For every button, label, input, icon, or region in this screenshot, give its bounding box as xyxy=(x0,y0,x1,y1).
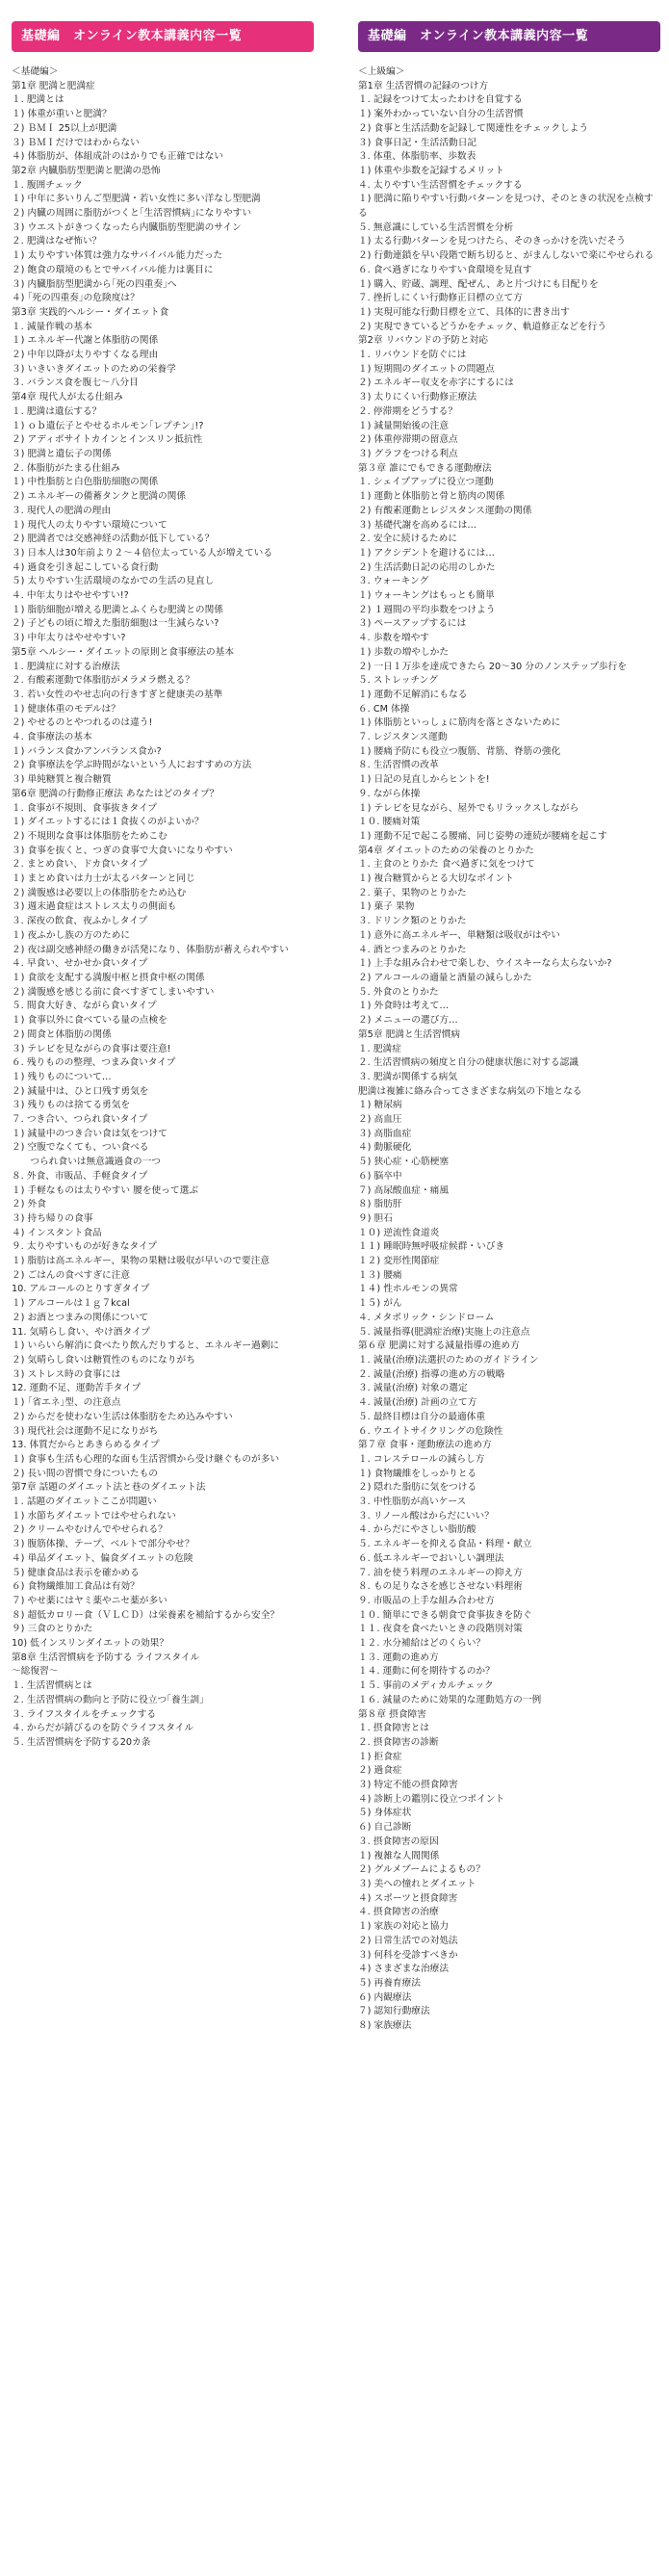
contents-line: ２) 有酸素運動とレジスタンス運動の関係 xyxy=(358,505,532,516)
contents-line: １) 脂肪細胞が増える肥満とふくらむ肥満との関係 xyxy=(12,604,223,615)
contents-line: ２) 日常生活での対処法 xyxy=(358,1935,458,1946)
contents-line: １) 手軽なものは太りやすい 腰を使って選ぶ xyxy=(12,1184,198,1196)
contents-line: ２. 有酸素運動で体脂肪がメラメラ燃える？ xyxy=(12,675,194,687)
contents-line: １) ウォーキングはもっとも簡単 xyxy=(358,590,495,602)
contents-line: ２. 肥満はなぜ怖い？ xyxy=(12,236,102,247)
contents-line: ２) からだを使わない生活は体脂肪をため込みやすい xyxy=(12,1411,233,1422)
contents-line: ３) 腹筋体操、テープ、ベルトで部分やせ？ xyxy=(12,1539,194,1550)
contents-line: ４) スポーツと摂食障害 xyxy=(358,1892,458,1904)
contents-line: ８. 生活習慣の改革 xyxy=(358,760,439,771)
contents-line: １) 糖尿病 xyxy=(358,1100,402,1111)
contents-line: ２) 実現できているどうかをチェック、軌道修正などを行う xyxy=(358,321,607,332)
contents-line: ４. 食事療法の基本 xyxy=(12,732,92,743)
contents-line: １) 食事以外に食べている量の点検を xyxy=(12,1015,167,1027)
contents-line: １. シェイプアップに役立つ運動 xyxy=(358,477,494,488)
contents-line: ６. CM 体操 xyxy=(358,703,410,715)
contents-line: ２. まとめ食い、ドカ食いタイプ xyxy=(12,859,148,871)
contents-line: ５. 減量指導(肥満症治療)実施上の注意点 xyxy=(358,1326,530,1338)
contents-line: １１. 夜食を食べたいときの段階別対策 xyxy=(358,1624,523,1635)
contents-line: ５. 生活習慣病を予防する20カ条 xyxy=(12,1736,151,1748)
contents-line: １) 日記の見直しからヒントを! xyxy=(358,774,490,786)
contents-line: １) 体脂肪といっしょに筋肉を落とさないために xyxy=(358,717,561,729)
contents-line: 肥満は複雑に絡み合ってさまざまな病気の下地となる xyxy=(358,1085,582,1097)
contents-line: ３) ウエストがきつくなったら内臓脂肪型肥満のサイン xyxy=(12,221,242,233)
contents-line: １) 複合糖質からとる大切なポイント xyxy=(358,873,514,885)
contents-line: 第８章 摂食障害 xyxy=(358,1708,426,1720)
contents-line: ３) 残りものは捨てる勇気を xyxy=(12,1100,131,1111)
contents-line: １. 記録をつけて太ったわけを自覚する xyxy=(358,94,523,106)
contents-line: ２. 減量(治療) 指導の進め方の戦略 xyxy=(358,1368,505,1380)
contents-line: １) 実現可能な行動目標を立て、具体的に書き出す xyxy=(358,306,570,318)
contents-line: ２) 肥満者では交感神経の活動が低下している？ xyxy=(12,533,215,545)
contents-line: ４. 中年太りはやせやすい!? xyxy=(12,590,129,602)
contents-line: ２) 生活活動日記の応用のしかた xyxy=(358,561,496,573)
contents-line: ３) ペースアップするには xyxy=(358,618,467,630)
contents-line: １５. 事前のメディカルチェック xyxy=(358,1680,494,1692)
contents-line: ８) 超低カロリー食（ＶＬＣＤ）は栄養素を補給するから安全？ xyxy=(12,1609,280,1621)
contents-line: ９. 太りやすいものが好きなタイプ xyxy=(12,1241,157,1253)
contents-line: つられ食いは無意識過食の一つ xyxy=(12,1157,161,1168)
left-contents-list xyxy=(12,65,314,1751)
contents-line: ５. 外食のとりかた xyxy=(358,986,439,998)
contents-line: １) 外食時は考えて… xyxy=(358,1001,450,1012)
contents-line: ２) 満腹感を感じる前に食べすぎてしまいやすい xyxy=(12,986,215,998)
contents-line: ７. つき合い、つられ食いタイプ xyxy=(12,1114,148,1126)
contents-line: １) 太りやすい体質は強力なサバイバル能力だった xyxy=(12,250,223,262)
contents-line: 第３章 誰にでもできる運動療法 xyxy=(358,462,492,474)
contents-line: １) 肥満に陥りやすい行動パターンを見つけ、そのときの状況を点検する xyxy=(358,194,654,220)
contents-line: ３. 現代人の肥満の理由 xyxy=(12,505,112,516)
left-banner-title: 基礎編 オンライン教本講義内容一覧 xyxy=(12,21,314,52)
contents-line: １) エネルギー代謝と体脂肪の関係 xyxy=(12,335,159,347)
contents-line: ２) 満腹感は必要以上の体脂肪をため込む xyxy=(12,887,187,898)
contents-line: ２) アルコールの適量と酒量の減らしかた xyxy=(358,973,532,983)
contents-line: １. 肥満とは xyxy=(12,94,64,106)
contents-line: １) 体重や歩数を記録するメリット xyxy=(358,165,504,176)
contents-line: ３) 持ち帰りの食事 xyxy=(12,1212,93,1224)
contents-line: ５. 無意識にしている生活習慣を分析 xyxy=(358,221,514,233)
contents-line: ２. 体脂肪がたまる仕組み xyxy=(12,462,120,474)
contents-line: ３. リノール酸はからだにいい？ xyxy=(358,1510,494,1522)
contents-line: １５) がん xyxy=(358,1298,402,1310)
contents-line: １. 食事が不規則、食事抜きタイプ xyxy=(12,802,157,814)
contents-line: １. コレステロールの減らし方 xyxy=(358,1453,485,1465)
contents-line: １) 腰痛予防にも役立つ腹筋、背筋、脊筋の強化 xyxy=(358,745,561,757)
contents-line: １) 運動と体脂肪と骨と筋肉の関係 xyxy=(358,491,505,503)
contents-line: １) 複雑な人間関係 xyxy=(358,1850,440,1861)
contents-line: ２) やせるのとやつれるのは違う! xyxy=(12,717,153,729)
contents-line: １４. 運動に何を期待するのか？ xyxy=(358,1666,495,1678)
contents-line: １. 減量(治療)法選択のためのガイドライン xyxy=(358,1354,539,1366)
contents-line: ３) 内臓脂肪型肥満から｢死の四重奏｣へ xyxy=(12,278,177,290)
contents-line: 第4章 ダイエットのための栄養のとりかた xyxy=(358,845,534,856)
contents-line: １. 減量作戦の基本 xyxy=(12,321,92,332)
contents-line: １. 腹囲チェック xyxy=(12,179,83,191)
contents-line: ７) やせ薬にはヤミ薬やニセ薬が多い xyxy=(12,1595,167,1606)
contents-line: ２) 長い間の習慣で身についたもの xyxy=(12,1468,158,1479)
contents-line: ２) お酒とつまみの関係について xyxy=(12,1312,149,1323)
contents-line: １) 残りものについて… xyxy=(12,1071,112,1082)
contents-line: ３) 食事日記・生活活動日記 xyxy=(358,137,477,148)
contents-line: ２) ごはんの食べすぎに注意 xyxy=(12,1269,131,1281)
contents-line: ５. エネルギーを抑える食品・料理・献立 xyxy=(358,1539,532,1550)
contents-line: １) 食物繊維をしっかりとる xyxy=(358,1468,477,1479)
contents-line: １) 菓子 果物 xyxy=(358,901,415,913)
contents-line: 第2章 リバウンドの予防と対応 xyxy=(358,335,488,347)
contents-line: ２) エネルギー収支を赤字にするには xyxy=(358,377,514,389)
contents-line: ２. 停滞期をどうする？ xyxy=(358,405,458,417)
contents-line: ２) 不規則な食事は体脂肪をためこむ xyxy=(12,830,167,842)
contents-line: ４) 過食を引き起こしている食行動 xyxy=(12,561,159,573)
contents-line: １) 運動不足解消にもなる xyxy=(358,689,468,700)
contents-line: ３. ドリンク類のとりかた xyxy=(358,916,467,927)
contents-line: １) ｏｂ遺伝子とやせるホルモン｢レプチン｣!? xyxy=(12,420,204,431)
contents-line: ４. からだが錆びるのを防ぐライフスタイル xyxy=(12,1723,194,1734)
contents-line: １２) 変形性関節症 xyxy=(358,1256,440,1267)
contents-line: １) 拒食症 xyxy=(358,1751,402,1762)
contents-line: ２) １週間の平均歩数をつけよう xyxy=(358,604,496,615)
contents-line: ６. 食べ過ぎになりやすい食環境を見直す xyxy=(358,264,532,275)
contents-line: ３. 減量(治療) 対象の選定 xyxy=(358,1383,468,1394)
contents-line: ２) 行動連鎖を早い段階で断ち切ると、がまんしないで楽にやせられる xyxy=(358,250,655,262)
contents-line: ２) 子どもの頃に増えた脂肪細胞は一生減らない? xyxy=(12,618,219,630)
contents-line: ４. 摂食障害の治療 xyxy=(358,1907,439,1918)
contents-line: ２) 夜は副交感神経の働きが活発になり、体脂肪が蓄えられやすい xyxy=(12,944,289,955)
contents-line: １１) 睡眠時無呼吸症候群・いびき xyxy=(358,1241,505,1253)
contents-line: ３) 特定不能の摂食障害 xyxy=(358,1780,458,1791)
contents-line: ３) 単純糖質と複合糖質 xyxy=(12,774,112,786)
contents-line: １) 太る行動パターンを見つけたら、そのきっかけを洗いだそう xyxy=(358,236,626,247)
contents-line: ６. 低エネルギーでおいしい調理法 xyxy=(358,1552,504,1564)
contents-line: ７. 挫折しにくい行動修正目標の立て方 xyxy=(358,293,523,304)
contents-line: 第5章 ヘルシー・ダイエットの原則と食事療法の基本 xyxy=(12,646,235,658)
contents-line: ３. ライフスタイルをチェックする xyxy=(12,1708,157,1720)
contents-line: 13. 体質だからとあきらめるタイプ xyxy=(12,1440,160,1451)
contents-line: １) ｢省エネ｣型、の注意点 xyxy=(12,1397,121,1409)
contents-line: 第8章 生活習慣病を予防する ライフスタイル xyxy=(12,1652,200,1663)
contents-line: ３) 週末過食症はストレス太りの側面も xyxy=(12,901,177,913)
contents-line: ４. 減量(治療) 計画の立て方 xyxy=(358,1397,477,1409)
contents-line: ４) インスタント食品 xyxy=(12,1227,102,1238)
contents-line: １) 購入、貯蔵、調理、配ぜん、あと片づけにも目配りを xyxy=(358,278,599,290)
right-column xyxy=(358,21,660,2034)
contents-line: 第5章 肥満と生活習慣病 xyxy=(358,1028,461,1040)
contents-line: １) 夜ふかし族の方のために xyxy=(12,929,131,941)
contents-line: ４) 単品ダイエット、偏食ダイエットの危険 xyxy=(12,1552,193,1564)
contents-line: ２. 生活習慣病の頻度と自分の健康状態に対する認識 xyxy=(358,1057,579,1069)
contents-line: １０. 簡単にできる朝食で食事抜きを防ぐ xyxy=(358,1609,532,1621)
contents-line: ２) 減量中は、ひと口残す勇気を xyxy=(12,1085,149,1097)
contents-line: ３) テレビを見ながらの食事は要注意! xyxy=(12,1043,171,1054)
contents-line: １) 食事も生活も心理的な面も生活習慣から受け継ぐものが多い xyxy=(12,1453,280,1465)
contents-line: ７) 高尿酸血症・痛風 xyxy=(358,1184,450,1196)
contents-line: ２) 食事療法を学ぶ時間がないという人におすすめの方法 xyxy=(12,760,252,771)
contents-line: ２) 気晴らし食いは糖質性のものになりがち xyxy=(12,1354,195,1366)
contents-line: ２) 高血圧 xyxy=(358,1114,402,1126)
contents-line: １) 家族の対応と協力 xyxy=(358,1921,450,1933)
contents-line: ３) 肥満と遺伝子の関係 xyxy=(12,448,112,459)
contents-line: 第7章 話題のダイエット法と巷のダイエット法 xyxy=(12,1482,206,1494)
contents-line: １. 主食のとりかた 食べ過ぎに気をつけて xyxy=(358,859,535,871)
contents-line: １) いらいら解消に食べたり飲んだりすると、エネルギー過剰に xyxy=(12,1340,280,1352)
contents-line: １) 食欲を支配する満腹中枢と摂食中枢の関係 xyxy=(12,973,205,983)
contents-line: １４) 性ホルモンの異常 xyxy=(358,1284,458,1295)
contents-line: １. 肥満は遺伝する？ xyxy=(12,405,102,417)
contents-line: ７. レジスタンス運動 xyxy=(358,732,448,743)
contents-line: ３) グラフをつける利点 xyxy=(358,448,458,459)
contents-line: １) アクシデントを避けるには… xyxy=(358,547,495,559)
contents-line: １) 現代人の太りやすい環境について xyxy=(12,519,167,531)
contents-line: 10) 低インスリンダイエットの効果？ xyxy=(12,1638,169,1650)
contents-line: ２) 過食症 xyxy=(358,1765,402,1777)
contents-line: ２) エネルギーの備蓄タンクと肥満の関係 xyxy=(12,491,187,503)
contents-line: ２) 一日１万歩を達成できたら 20～30 分のノンステップ歩行を xyxy=(358,661,627,672)
contents-line: ３) 食事を抜くと、つぎの食事で大食いになりやすい xyxy=(12,845,233,856)
contents-line: １) 減量中のつき合い食は気をつけて xyxy=(12,1128,167,1139)
contents-line: １) 脂肪は高エネルギー、果物の果糖は吸収が早いので要注意 xyxy=(12,1256,270,1267)
contents-line: ３) 何科を受診すべきか xyxy=(358,1949,458,1961)
contents-line: ６) 内観療法 xyxy=(358,1991,412,2003)
contents-line: ３. 若い女性のやせ志向の行きすぎと健康美の基準 xyxy=(12,689,223,700)
contents-line: ３) 太りにくい行動修正療法 xyxy=(358,392,477,403)
contents-line: １) 体重が重いと肥満？ xyxy=(12,109,112,120)
contents-line: ３) ＢＭＩだけではわからない xyxy=(12,137,140,148)
contents-line: １) 減量開始後の注意 xyxy=(358,420,450,431)
contents-line: ６) 食物繊維加工食品は有効？ xyxy=(12,1581,140,1593)
contents-line: ９) 胆石 xyxy=(358,1212,393,1224)
right-contents-list xyxy=(358,65,660,2034)
contents-line: ８) 家族療法 xyxy=(358,2020,412,2032)
contents-line: ２) 飽食の環境のもとでサバイバル能力は裏目に xyxy=(12,264,214,275)
contents-line: ２) 間食と体脂肪の関係 xyxy=(12,1028,112,1040)
contents-line: ３. 深夜の飲食、夜ふかしタイプ xyxy=(12,916,148,927)
contents-line: ２) グルメブームによるもの？ xyxy=(358,1864,485,1876)
contents-line: ３) 日本人は30年前より２～４倍位太っている人が増えている xyxy=(12,547,273,559)
contents-line: ～総復習～ xyxy=(12,1666,59,1678)
contents-line: １０. 腰痛対策 xyxy=(358,817,421,828)
contents-line: ３. 体重、体脂肪率、歩数表 xyxy=(358,151,476,163)
contents-line: ２) クリームやむけんでやせられる？ xyxy=(12,1524,167,1536)
contents-line: 第6章 肥満の行動修正療法 あなたはどのタイプ？ xyxy=(12,788,219,799)
contents-line: ２. 摂食障害の診断 xyxy=(358,1736,439,1748)
contents-line: ２) 隠れた脂肪に気をつける xyxy=(358,1482,477,1494)
contents-line: ６. 残りものの整理、つまみ食いタイプ xyxy=(12,1057,176,1069)
contents-line: ６) 自己診断 xyxy=(358,1822,412,1834)
contents-line: １) 運動不足で起こる腰痛、同じ姿勢の連続が腰痛を起こす xyxy=(358,830,607,842)
contents-line: ３) いきいきダイエットのための栄養学 xyxy=(12,363,176,375)
contents-line: １) 中性脂肪と白色脂肪細胞の関係 xyxy=(12,477,159,488)
contents-line: ２) 中年以降が太りやすくなる理由 xyxy=(12,350,159,361)
contents-line: １) 案外わかっていない自分の生活習慣 xyxy=(358,109,524,120)
contents-line: ７) 認知行動療法 xyxy=(358,2006,430,2017)
contents-line: ９. 市販品の上手な組み合わせ方 xyxy=(358,1595,495,1606)
contents-line: ８. もの足りなさを感じさせない料理術 xyxy=(358,1581,523,1593)
contents-line: ４) 診断上の鑑別に役立つポイント xyxy=(358,1793,505,1805)
contents-line: ２. 安全に続けるために xyxy=(358,533,458,545)
contents-line: ５. ストレッチング xyxy=(358,675,438,687)
contents-line: ２) 空腹でなくても、つい食べる xyxy=(12,1142,149,1154)
contents-line: ３. バランス食を腹七～八分目 xyxy=(12,377,139,389)
contents-line: ９) 三食のとりかた xyxy=(12,1624,93,1635)
contents-line: １. リバウンドを防ぐには xyxy=(358,350,467,361)
contents-line: 第2章 内臓脂肪型肥満と肥満の恐怖 xyxy=(12,165,161,176)
contents-line: ４. 太りやすい生活習慣をチェックする xyxy=(358,179,523,191)
contents-line: １) 水節ちダイエットではやせられない xyxy=(12,1510,176,1522)
contents-line: ５) 再養育療法 xyxy=(358,1977,421,1989)
contents-line: １) ダイエットするには１食抜くのがよいか？ xyxy=(12,817,204,828)
contents-line: ５. 最終目標は自分の最適体重 xyxy=(358,1411,486,1422)
contents-line: 12. 運動不足、運動苦手タイプ xyxy=(12,1383,142,1394)
contents-line: １) 健康体重のモデルは？ xyxy=(12,703,120,715)
contents-line: 第3章 実践的ヘルシー・ダイエット食 xyxy=(12,306,169,318)
contents-line: 第1章 肥満と肥満症 xyxy=(12,80,95,91)
contents-line: ４. からだにやさしい脂肪酸 xyxy=(358,1524,476,1536)
contents-line: ５) 狭心症・心筋梗塞 xyxy=(358,1157,450,1168)
contents-line: １. 生活習慣病とは xyxy=(12,1680,92,1692)
contents-line: ３) 高脂血症 xyxy=(358,1128,412,1139)
contents-line: １６. 減量のために効果的な運動処方の一例 xyxy=(358,1694,542,1705)
contents-line: １) アルコールは１ｇ７kcal xyxy=(12,1298,130,1310)
contents-line: ２. 生活習慣病の動向と予防に役立つ｢養生訓｣ xyxy=(12,1694,204,1705)
contents-line: ３. ウォーキング xyxy=(358,576,429,587)
contents-line: ３) ストレス時の食事には xyxy=(12,1368,121,1380)
contents-line: ５) 健康食品は表示を確かめる xyxy=(12,1567,140,1578)
contents-line: ３. 摂食障害の原因 xyxy=(358,1835,439,1847)
contents-line: ８. 外食、市販品、手軽食タイプ xyxy=(12,1170,148,1182)
contents-line: ２) 外食 xyxy=(12,1199,46,1210)
contents-line: ２. 菓子、果物のとりかた xyxy=(358,887,467,898)
contents-line: ８) 脂肪肝 xyxy=(358,1199,402,1210)
contents-line: ９. ながら体操 xyxy=(358,788,421,799)
contents-line: ５) 身体症状 xyxy=(358,1808,412,1819)
contents-line: ３) 美への憧れとダイエット xyxy=(358,1879,476,1889)
contents-line: ２) 食事と生活活動を記録して関連性をチェックしよう xyxy=(358,122,589,134)
contents-line: １３) 腰痛 xyxy=(358,1269,402,1281)
contents-line: １０) 逆流性食道炎 xyxy=(358,1227,440,1238)
contents-line: １) テレビを見ながら、屋外でもリラックスしながら xyxy=(358,802,579,814)
contents-line: １. 肥満症に対する治療法 xyxy=(12,661,120,672)
contents-line: １. 話題のダイエットここが問題い xyxy=(12,1496,157,1508)
contents-line: ３) 中年太りはやせやすい? xyxy=(12,633,126,644)
contents-line: １) 歩数の増やしかた xyxy=(358,646,450,658)
contents-line: ７. 油を使う料理のエネルギーの抑え方 xyxy=(358,1567,523,1578)
contents-line: ３. 中性脂肪が高いケース xyxy=(358,1496,467,1508)
contents-line: ５. 間食大好き、ながら食いタイプ xyxy=(12,1001,157,1012)
contents-line: ４. 酒とつまみのとりかた xyxy=(358,944,467,955)
right-banner-title: 基礎編 オンライン教本講義内容一覧 xyxy=(358,21,660,52)
contents-line: 11. 気晴らし食い、やけ酒タイプ xyxy=(12,1326,150,1338)
contents-line: 10. アルコールのとりすぎタイプ xyxy=(12,1284,150,1295)
contents-line: １) バランス食かアンバランス食か? xyxy=(12,745,162,757)
contents-line: ４. メタボリック・シンドローム xyxy=(358,1312,495,1323)
contents-line: ４) 体脂肪が、体組成計のはかりでも正確ではない xyxy=(12,151,223,163)
contents-line: ２) ＢＭＩ 25以上が肥満 xyxy=(12,122,117,134)
contents-line: 第７章 食事・運動療法の進め方 xyxy=(358,1440,492,1451)
contents-line: ３) 現代社会は運動不足になりがち xyxy=(12,1425,159,1437)
contents-line: ４. 早食い、せかせか食いタイプ xyxy=(12,958,148,970)
contents-line: 第4章 現代人が太る仕組み xyxy=(12,392,123,403)
contents-line: 第1章 生活習慣の記録のつけ方 xyxy=(358,80,489,91)
contents-line: １) 意外に高エネルギー、単糖類は吸収がはやい xyxy=(358,929,560,941)
contents-line: １. 肥満症 xyxy=(358,1043,401,1054)
contents-line: ４) 動脈硬化 xyxy=(358,1142,412,1154)
contents-line: ２) 内臓の周囲に脂肪がつくと｢生活習慣病｣になりやすい xyxy=(12,208,252,220)
contents-line: １３. 運動の進め方 xyxy=(358,1652,439,1663)
contents-line: １) 中年に多いりんご型肥満・若い女性に多い洋なし型肥満 xyxy=(12,194,261,205)
contents-line: ４) ｢死の四重奏｣の危険度は？ xyxy=(12,293,140,304)
contents-line: １) 上手な組み合わせで楽しむ、ウイスキーなら太らないか? xyxy=(358,958,612,970)
contents-line: １) 短期間のダイエットの問題点 xyxy=(358,363,495,375)
contents-line: ２) 体重停滞期の留意点 xyxy=(358,434,458,446)
left-column xyxy=(12,21,314,1751)
contents-line: ＜上級編＞ xyxy=(358,66,405,77)
contents-line: ６. ウエイトサイクリングの危険性 xyxy=(358,1425,503,1437)
contents-line: ２) メニューの選び方… xyxy=(358,1015,458,1027)
contents-line: ２) アディポサイトカインとインスリン抵抗性 xyxy=(12,434,203,446)
contents-line: ５) 太りやすい生活環境のなかでの生活の見直し xyxy=(12,576,215,587)
contents-line: １. 摂食障害とは xyxy=(358,1723,429,1734)
contents-line: ４. 歩数を増やす xyxy=(358,633,429,644)
contents-line: ６) 脳卒中 xyxy=(358,1170,402,1182)
contents-line: ４) さまざまな治療法 xyxy=(358,1964,450,1975)
contents-line: １２. 水分補給はどのくらい？ xyxy=(358,1638,486,1650)
contents-line: ＜基礎編＞ xyxy=(12,66,59,77)
contents-line: ３) 基礎代謝を高めるには… xyxy=(358,519,477,531)
contents-line: 第６章 肥満に対する減量指導の進め方 xyxy=(358,1340,520,1352)
contents-line: １) まとめ食いは力士が太るパターンと同じ xyxy=(12,873,195,885)
contents-line: ３. 肥満が関係する病気 xyxy=(358,1071,458,1082)
